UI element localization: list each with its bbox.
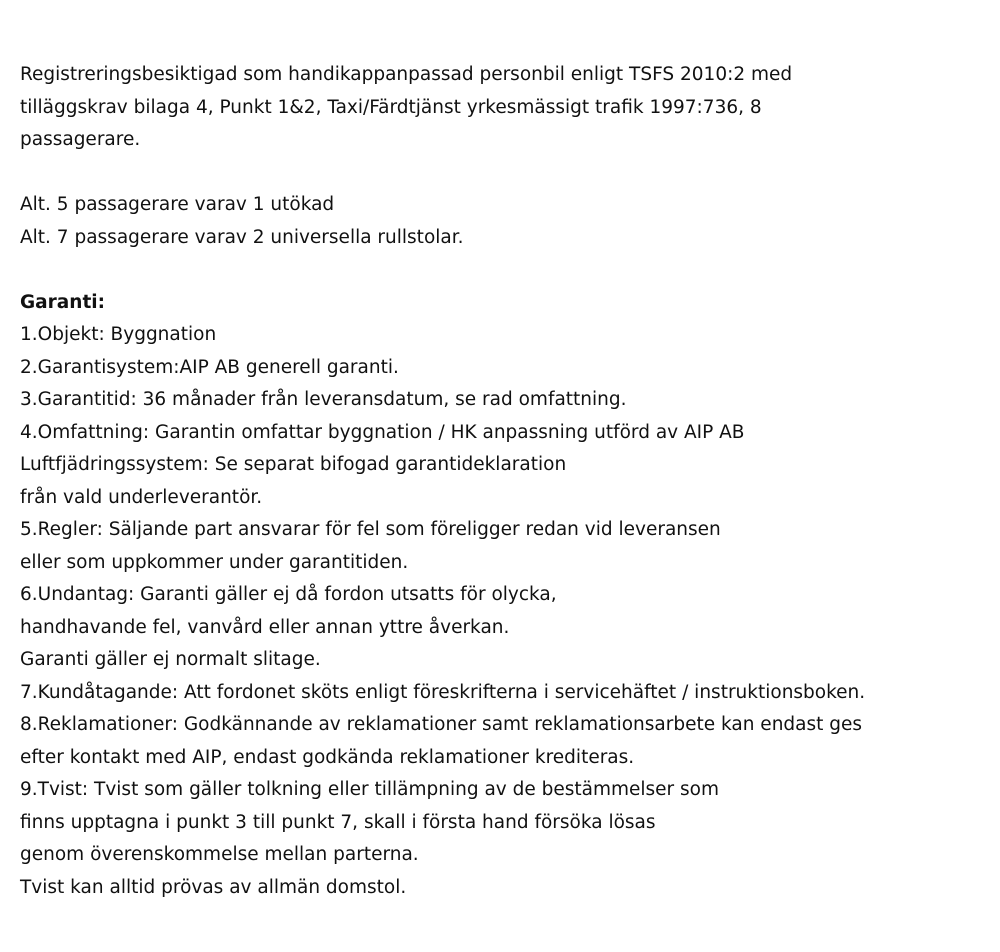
warranty-line: 9.Tvist: Tvist som gäller tolkning eller tillämpning av de bestämmelser som [20, 779, 720, 800]
warranty-line: 6.Undantag: Garanti gäller ej då fordon utsatts för olycka, [20, 584, 557, 605]
alternative-line: Alt. 7 passagerare varav 2 universella rullstolar. [20, 226, 464, 248]
warranty-line: Tvist kan alltid prövas av allmän domstol. [20, 876, 407, 898]
warranty-line: 3.Garantitid: 36 månader från leveransdatum, se rad omfattning. [20, 389, 627, 410]
warranty-line: 8.Reklamationer: Godkännande av reklamationer samt reklamationsarbete kan endast ges [20, 714, 863, 735]
document-body [20, 59, 980, 904]
warranty-line: 4.Omfattning: Garantin omfattar byggnation / HK anpassning utförd av AIP AB [20, 421, 745, 443]
warranty-line: eller som uppkommer under garantitiden. [20, 551, 409, 573]
warranty-line: från vald underleverantör. [20, 486, 263, 508]
warranty-line: handhavande fel, vanvård eller annan yttre åverkan. [20, 616, 510, 638]
warranty-line: efter kontakt med AIP, endast godkända reklamationer krediteras. [20, 746, 635, 768]
intro-line: passagerare. [20, 129, 141, 150]
intro-line: tilläggskrav bilaga 4, Punkt 1&2, Taxi/Färdtjänst yrkesmässigt trafik 1997:736, 8 [20, 96, 762, 118]
paragraph-gap [20, 157, 980, 190]
warranty-line: finns upptagna i punkt 3 till punkt 7, skall i första hand försöka lösas [20, 811, 656, 833]
alternatives-paragraph [20, 189, 980, 254]
warranty-line: Garanti gäller ej normalt slitage. [20, 649, 321, 670]
warranty-line: 5.Regler: Säljande part ansvarar för fel som föreligger redan vid leveransen [20, 519, 721, 540]
warranty-line: 2.Garantisystem:AIP AB generell garanti. [20, 356, 399, 378]
warranty-heading: Garanti: [20, 291, 106, 313]
warranty-section [20, 287, 980, 905]
warranty-line: genom överenskommelse mellan parterna. [20, 844, 419, 865]
alternative-line: Alt. 5 passagerare varav 1 utökad [20, 194, 335, 215]
warranty-line: Luftfjädringssystem: Se separat bifogad garantideklaration [20, 454, 567, 475]
warranty-line: 7.Kundåtagande: Att fordonet sköts enligt föreskrifterna i servicehäftet / instruktionsboken. [20, 681, 866, 703]
warranty-line: 1.Objekt: Byggnation [20, 324, 217, 345]
paragraph-gap [20, 254, 980, 287]
intro-paragraph [20, 59, 980, 157]
intro-line: Registreringsbesiktigad som handikappanpassad personbil enligt TSFS 2010:2 med [20, 64, 793, 85]
